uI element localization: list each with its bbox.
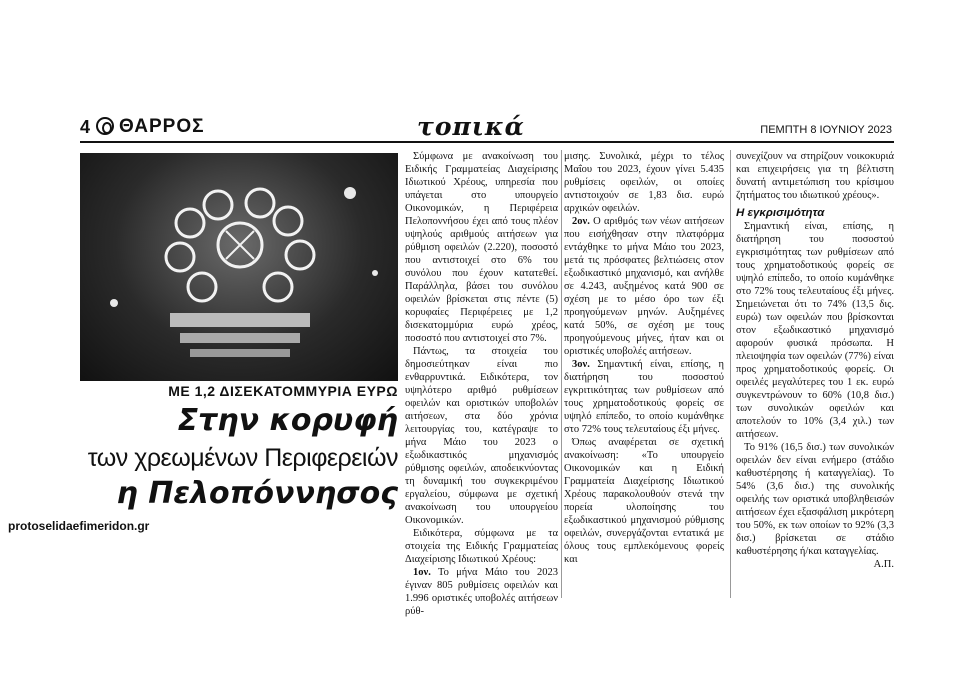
col3-paragraph: Το 91% (16,5 δισ.) των συνολικών οφειλών δεν είναι ενήμερο (στάδιο καθυστέρησης ή καταγγελίας). Το 54% (3,6 δισ.) της συνολικής οφειλής των οριστικά υποβληθεισών αιτήσεων έχει εξασφάλιση μικρότερη του 50%, εκ των οποίων το 92% (3,3 δισ.) βρίσκεται σε στάδιο καθυστέρησης ή/και καταγγελίας. bbox=[736, 442, 894, 557]
headline-line-1: Στην κορυφή bbox=[177, 403, 398, 438]
point-label: 3ον. bbox=[572, 359, 590, 370]
article-column-3 bbox=[736, 150, 894, 571]
col2-paragraph: μισης. Συνολικά, μέχρι το τέλος Μαΐου του 2023, έχουν γίνει 5.435 ρυθμίσεις οφειλών, οι οποίες αντιστοιχούν σε 1,83 δισ. ευρώ αρχικών οφειλών. bbox=[564, 151, 724, 214]
point-label: 1ον. bbox=[413, 567, 431, 578]
article-photo bbox=[80, 153, 398, 381]
subheading: Η εγκρισιμότητα bbox=[736, 207, 825, 219]
page-number: 4 bbox=[80, 117, 91, 137]
newspaper-logo-icon bbox=[96, 117, 114, 135]
headline-line-3: η Πελοπόννησος bbox=[116, 476, 398, 511]
article-column-1 bbox=[405, 150, 558, 618]
column-divider bbox=[730, 150, 731, 598]
col1-paragraph: Πάντως, τα στοιχεία του δημοσιεύτηκαν είναι πιο ενθαρρυντικά. Ειδικότερα, τον υψηλότερο αριθμό ρυθμίσεων οφειλών και οριστικών υποβολών αιτήσεων, στα δύο χρόνια λειτουργίας του, κατέγραψε το μήνα Μάιο του 2023 ο εξωδικαστικός μηχανισμός ρύθμισης οφειλών, αποδεικνύοντας τη δυναμική του συγκεκριμένου εργαλείου, σύμφωνα με σχετική ανακοίνωση του υπουργείου Οικονομικών. bbox=[405, 346, 558, 526]
issue-date: ΠΕΜΠΤΗ 8 ΙΟΥΝΙΟΥ 2023 bbox=[760, 124, 892, 136]
article-column-2 bbox=[564, 150, 724, 566]
headline-line-2: των χρεωμένων Περιφερειών bbox=[87, 444, 398, 472]
col1-paragraph: Σύμφωνα με ανακοίνωση του Ειδικής Γραμματείας Διαχείρισης Ιδιωτικού Χρέους, υπηρεσία που υπάγεται στο υπουργείο Οικονομικών, η Περιφέρεια Πελοποννήσου έχει από τους πλέον υψηλούς αριθμούς αιτήσεων για ρύθμιση οφειλών (2.220), ποσοστό που αντιστοιχεί στο 6% του συνόλου που έχουν κατατεθεί. Παράλληλα, βάσει του συνόλου οφειλών βρίσκεται στις πέντε (5) κορυφαίες Περιφέρειες με 1,2 δισεκατομμύρια ευρώ χρέος, ποσοστό που αντιστοιχεί στο 7%. bbox=[405, 151, 558, 344]
point-text: Ο αριθμός των νέων αιτήσεων που εισήχθησαν στην πλατφόρμα εντάχθηκε το μήνα Μάιο του 2023, μετά τις πρόσφατες βελτιώσεις στον εξωδικαστικό μηχανισμό, και ανήλθε σε 4.243, αυξημένος κατά 900 σε σχέση με το μέσο όρο των έξι προηγούμενων μηνών. Αυξημένες κατά 50%, σε σχέση με τους προηγούμενους μήνες, ήταν και οι οριστικές υποβολές αιτήσεων. bbox=[564, 216, 724, 357]
col2-paragraph-3on bbox=[564, 358, 724, 436]
author-signature: Α.Π. bbox=[873, 559, 894, 570]
column-divider bbox=[561, 150, 562, 598]
section-title: τοπικά bbox=[417, 112, 525, 141]
col3-paragraph: Σημαντική είναι, επίσης, η διατήρηση του ποσοστού εγκρισιμότητας των ρυθμίσεων από τους χρηματοδοτικούς φορείς σε υψηλό επίπεδο, το οποίο κυμάνθηκε στο 72% τους τελευταίους έξι μήνες. Σημειώνεται ότι το 74% (13,5 δις. ευρώ) των οφειλών που βρίσκονται στον εξωδικαστικό μηχανισμό αφορούν φυσικά πρόσωπα. Η πλειοψηφία των οφειλών (77%) είναι προς χρηματοδοτικούς φορείς. Οι οφειλές μεγαλύτερες του 1 εκ. ευρώ συγκεντρώνουν το 60% (10,8 δισ.) των συνολικών οφειλών και αποτελούν το 10% (3,4 χιλ.) των αιτήσεων. bbox=[736, 221, 894, 440]
col2-paragraph: Όπως αναφέρεται σε σχετική ανακοίνωση: «Το υπουργείο Οικονομικών και η Ειδική Γραμματεία Διαχείρισης Ιδιωτικού Χρέους παρακολουθούν στενά την πορεία υλοποίησης του εξωδικαστικού μηχανισμού ρύθμισης οφειλών, συνεργάζονται εντατικά με όλους τους εμπλεκόμενους φορείς και bbox=[564, 437, 724, 565]
header-rule bbox=[80, 141, 894, 143]
newspaper-name: ΘΑΡΡΟΣ bbox=[119, 116, 205, 137]
article-kicker: ΜΕ 1,2 ΔΙΣΕΚΑΤΟΜΜΥΡΙΑ ΕΥΡΩ bbox=[168, 383, 398, 399]
col3-paragraph: συνεχίζουν να στηρίζουν νοικοκυριά και επιχειρήσεις για τη βέλτιστη δυνατή αντιμετώπιση του κρίσιμου ζητήματος του ιδιωτικού χρέους». bbox=[736, 151, 894, 201]
col2-paragraph-2on bbox=[564, 215, 724, 358]
point-text: Σημαντική είναι, επίσης, η διατήρηση του ποσοστού εγκριτικότητας των ρυθμίσεων από τους χρηματοδοτικούς φορείς σε υψηλό επίπεδο, το οποίο κυμάνθηκε στο 72% τους τελευταίους έξι μήνες. bbox=[564, 359, 725, 435]
watermark-source: protoselidaefimeridon.gr bbox=[8, 519, 150, 533]
col1-paragraph-1on bbox=[405, 566, 558, 618]
col1-paragraph: Ειδικότερα, σύμφωνα με τα στοιχεία της Ειδικής Γραμματείας Διαχείρισης Ιδιωτικού Χρέους: bbox=[405, 528, 558, 565]
point-label: 2ον. bbox=[572, 216, 590, 227]
point-text: Το μήνα Μάιο του 2023 έγιναν 805 ρυθμίσεις οφειλών και 1.996 οριστικές υποβολές αιτήσεων ρύθ- bbox=[405, 567, 559, 617]
